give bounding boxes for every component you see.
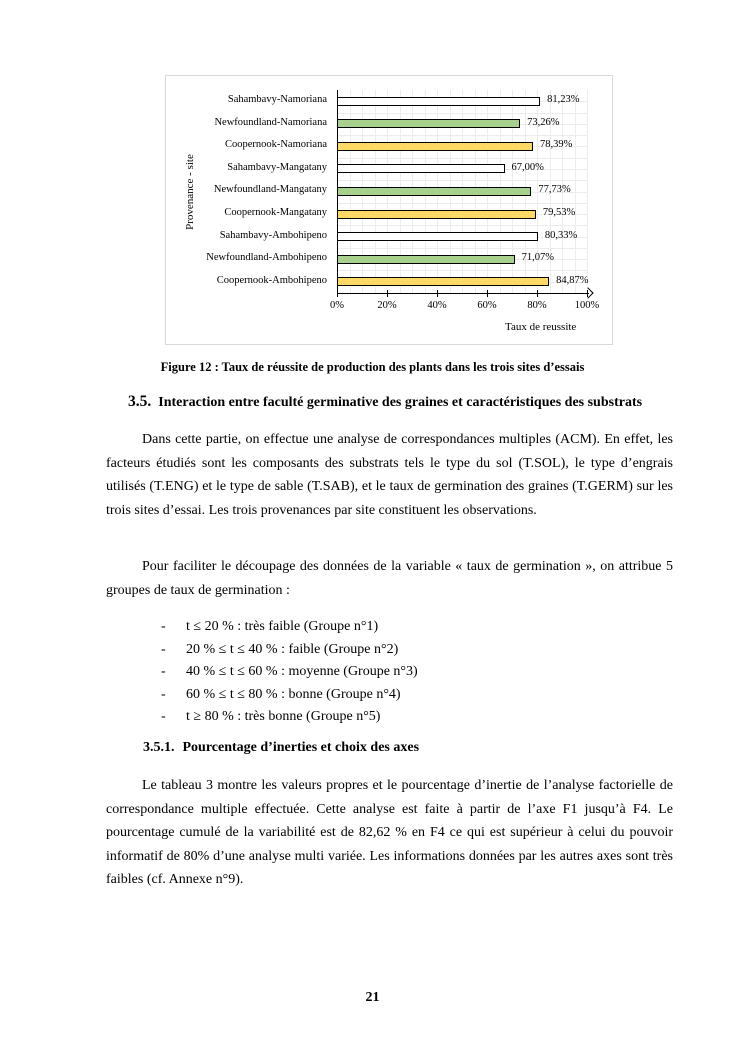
x-tick-label: 0%	[330, 300, 344, 311]
list-item-text: t ≥ 80 % : très bonne (Groupe n°5)	[186, 709, 381, 724]
bar	[337, 277, 549, 286]
category-label: Newfoundland-Namoriana	[214, 116, 327, 128]
x-tick-label: 20%	[377, 300, 397, 311]
bar	[337, 187, 531, 196]
category-label: Sahambavy-Ambohipeno	[219, 229, 327, 241]
list-marker: -	[161, 686, 166, 702]
section-paragraph-1	[106, 428, 673, 522]
value-label: 80,33%	[544, 229, 578, 241]
germination-groups-list	[161, 616, 418, 729]
value-label: 67,00%	[511, 161, 544, 173]
list-item-text: 40 % ≤ t ≤ 60 % : moyenne (Groupe n°3)	[186, 664, 418, 679]
category-label: Newfoundland-Ambohipeno	[206, 252, 327, 264]
x-tick-label: 100%	[574, 300, 600, 311]
category-label: Coopernook-Namoriana	[224, 139, 327, 151]
y-axis	[337, 90, 338, 293]
subsection-heading	[143, 740, 419, 756]
list-marker: -	[161, 709, 166, 724]
bar	[337, 232, 538, 241]
bar	[337, 255, 515, 264]
value-label: 79,53%	[542, 207, 576, 218]
section-title: Interaction entre faculté germinative des graines et caractéristiques des substrats	[158, 395, 643, 410]
x-axis	[337, 293, 589, 294]
value-label: 78,39%	[539, 139, 573, 151]
list-marker: -	[161, 619, 166, 634]
x-tick-label: 80%	[527, 300, 547, 311]
subsection-paragraph	[106, 774, 673, 892]
gridline	[337, 158, 587, 159]
bar	[337, 164, 505, 173]
value-label: 73,26%	[527, 116, 560, 128]
subsection-title: Pourcentage d’inerties et choix des axes	[182, 740, 420, 755]
gridline	[337, 248, 587, 249]
x-tick-label: 40%	[427, 300, 447, 311]
gridline	[337, 270, 587, 271]
gridline	[337, 203, 587, 204]
gridline	[337, 113, 587, 114]
category-label: Coopernook-Mangatany	[224, 207, 327, 218]
value-label: 81,23%	[547, 94, 580, 105]
value-label: 84,87%	[556, 274, 589, 286]
bar	[337, 142, 533, 151]
subsection-number: 3.5.1.	[143, 740, 175, 755]
list-item-text: 60 % ≤ t ≤ 80 % : bonne (Groupe n°4)	[186, 686, 401, 702]
list-item	[161, 639, 418, 662]
category-label: Sahambavy-Mangatany	[227, 161, 327, 173]
section-heading	[128, 393, 642, 411]
category-label: Sahambavy-Namoriana	[227, 94, 327, 105]
category-label: Newfoundland-Mangatany	[213, 184, 327, 196]
paragraph-text: Pour faciliter le découpage des données de la variable « taux de germination », on attribue 5 groupes de taux de germination :	[106, 559, 673, 598]
list-item-text: t ≤ 20 % : très faible (Groupe n°1)	[186, 619, 379, 634]
list-item	[161, 706, 418, 729]
category-label: Coopernook-Ambohipeno	[216, 274, 327, 286]
x-axis-title: Taux de reussite	[505, 321, 577, 333]
list-marker: -	[161, 641, 166, 657]
list-marker: -	[161, 664, 166, 679]
y-axis-title: Provenance - site	[184, 154, 196, 230]
value-label: 77,73%	[538, 184, 571, 196]
x-tick-label: 60%	[477, 300, 497, 311]
value-label: 71,07%	[521, 252, 555, 264]
list-item	[161, 661, 418, 684]
section-paragraph-2	[106, 555, 673, 602]
list-item	[161, 684, 418, 707]
gridline	[337, 180, 587, 181]
paragraph-text: Dans cette partie, on effectue une analyse de correspondances multiples (ACM). En effet, les facteurs étudiés sont les composants des substrats tels le type du sol (T.SOL), le type d’engrais utilisés (T.ENG) et le type de sable (T.SAB), et le taux de germination des graines (T.GERM) sur les trois sites d’essai. Les trois provenances par site constituent les observations.	[106, 432, 673, 518]
figure-caption: Figure 12 : Taux de réussite de production des plants dans les trois sites d’essais	[160, 360, 585, 374]
gridline	[337, 225, 587, 226]
list-item	[161, 616, 418, 639]
gridline	[587, 90, 588, 293]
section-number: 3.5.	[128, 393, 152, 410]
bar	[337, 97, 540, 106]
page-number: 21	[365, 990, 380, 1005]
bar	[337, 210, 536, 219]
bar	[337, 119, 520, 128]
paragraph-text: Le tableau 3 montre les valeurs propres et le pourcentage d’inertie de l’analyse factorielle de correspondance multiple effectuée. Cette analyse est faite à partir de l’axe F1 jusqu’à F4. Le pourcentage cumulé de la variabilité est de 82,62 % en F4 ce qui est supérieur à celui du pouvoir informatif de 80% d’une analyse multi variée. Les informations données par les autres axes sont très faibles (cf. Annexe n°9).	[106, 778, 673, 887]
gridline	[337, 135, 587, 136]
list-item-text: 20 % ≤ t ≤ 40 % : faible (Groupe n°2)	[186, 641, 399, 657]
